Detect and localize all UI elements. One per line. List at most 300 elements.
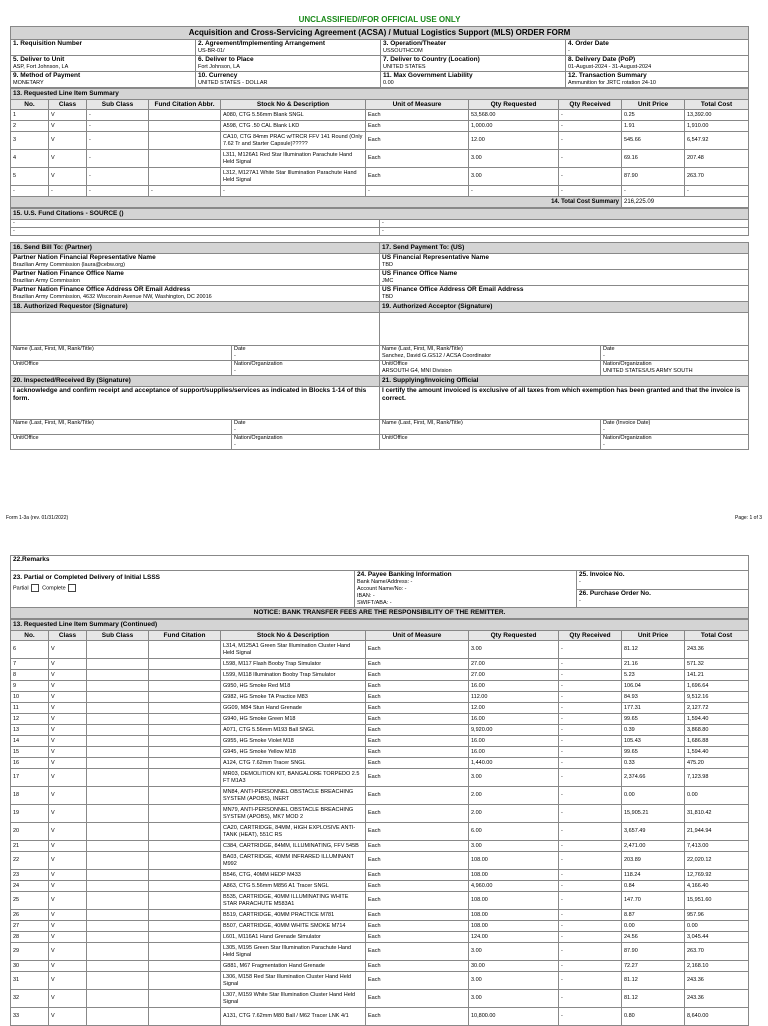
us-rep-field[interactable]: US Financial Representative Name TBD — [380, 254, 749, 270]
item-qty-requested: 4,960.00 — [469, 881, 559, 892]
lower-blocks — [10, 208, 749, 450]
requestor-nation-field[interactable]: Nation/Organization - — [232, 361, 380, 376]
item-qty-requested: 3.00 — [469, 641, 559, 659]
requestor-signature-box[interactable] — [11, 313, 380, 346]
item-total-cost: 207.48 — [685, 150, 749, 168]
item-total-cost: 12,769.92 — [685, 870, 749, 881]
item-qty-received: - — [559, 1008, 622, 1026]
bank-fee-notice: NOTICE: BANK TRANSFER FEES ARE THE RESPONSIBILITY OF THE REMITTER. — [11, 608, 749, 619]
item-fund-citation — [149, 805, 221, 823]
item-description: L598, M117 Flash Booby Trap Simulator — [221, 659, 366, 670]
item-unit: Each — [366, 168, 469, 186]
item-unit-price: 0.00 — [622, 921, 685, 932]
item-total-cost: 1,594.40 — [685, 714, 749, 725]
item-description: BA03, CARTRIDGE, 40MM INFRARED ILLUMINANT M992 — [221, 852, 366, 870]
column-header: Qty Received — [559, 100, 622, 110]
item-fund-citation — [149, 961, 221, 972]
item-unit: Each — [366, 132, 469, 150]
item-total-cost: 7,123.98 — [685, 769, 749, 787]
classification-banner: UNCLASSIFIED//FOR OFFICIAL USE ONLY — [298, 15, 461, 24]
item-class: V — [49, 110, 87, 121]
item-unit-price: 81.12 — [622, 990, 685, 1008]
item-subclass — [87, 787, 149, 805]
item-qty-received: - — [559, 769, 622, 787]
item-number: 10 — [11, 692, 49, 703]
order-form-header — [10, 14, 749, 88]
item-fund-citation — [149, 725, 221, 736]
item-number: 4 — [11, 150, 49, 168]
item-subclass — [87, 892, 149, 910]
item-qty-requested: 16.00 — [469, 736, 559, 747]
item-unit-price: 69.16 — [622, 150, 685, 168]
invoice-no-field[interactable]: 25. Invoice No. - — [577, 571, 749, 590]
item-description: A131, CTG 7.62mm M80 Ball / M62 Tracer LNK 4/1 — [221, 1008, 366, 1026]
item-fund-citation — [149, 852, 221, 870]
item-qty-received: - — [559, 670, 622, 681]
block-11[interactable]: 11. Max Government Liability 0.00 — [381, 72, 566, 88]
item-qty-requested: 27.00 — [469, 670, 559, 681]
item-number: 15 — [11, 747, 49, 758]
item-unit-price: 105.43 — [622, 736, 685, 747]
line-item-row — [11, 1008, 749, 1026]
item-total-cost: 22,020.12 — [685, 852, 749, 870]
item-qty-received: - — [559, 823, 622, 841]
item-fund-citation — [149, 714, 221, 725]
requestor-signature-title: 18. Authorized Requestor (Signature) — [11, 302, 380, 313]
item-subclass — [87, 972, 149, 990]
line-item-row — [11, 168, 749, 186]
line-items-section-title: 13. Requested Line Item Summary — [11, 89, 749, 100]
item-class: V — [49, 747, 87, 758]
item-fund-citation — [149, 150, 221, 168]
item-qty-received: - — [559, 659, 622, 670]
item-number: 32 — [11, 990, 49, 1008]
item-qty-requested: 108.00 — [469, 892, 559, 910]
item-subclass — [87, 990, 149, 1008]
invoice-date-field[interactable]: Date (Invoice Date) - — [601, 420, 749, 435]
item-unit-price: 8.87 — [622, 910, 685, 921]
item-unit: Each — [366, 736, 469, 747]
item-description: L312, M127A1 White Star Illumination Parachute Hand Held Signal — [221, 168, 366, 186]
item-unit-price: 0.39 — [622, 725, 685, 736]
item-total-cost: 0.00 — [685, 787, 749, 805]
item-class: V — [49, 805, 87, 823]
line-item-row — [11, 769, 749, 787]
line-item-row — [11, 943, 749, 961]
block-7[interactable]: 7. Deliver to Country (Location) UNITED STATES — [381, 56, 566, 72]
column-header: Total Cost — [685, 100, 749, 110]
line-item-row — [11, 892, 749, 910]
receiver-name-field[interactable]: Name (Last, First, MI, Rank/Title) — [11, 420, 232, 435]
item-fund-citation — [149, 769, 221, 787]
item-fund-citation — [149, 921, 221, 932]
item-subclass: - — [87, 132, 149, 150]
item-class: V — [49, 881, 87, 892]
invoice-certification[interactable]: I certify the amount invoiced is exclusive of all taxes from which exemption has been granted and that the invoice is correct. — [380, 387, 749, 420]
item-unit-price: 24.56 — [622, 932, 685, 943]
item-fund-citation — [149, 641, 221, 659]
item-unit-price: 87.90 — [622, 168, 685, 186]
item-description: MN84, ANTI-PERSONNEL OBSTACLE BREACHING SYSTEM (APOBS), INERT — [221, 787, 366, 805]
item-qty-requested: 1,440.00 — [469, 758, 559, 769]
column-header: Fund Citation Abbr. — [149, 100, 221, 110]
payee-banking-block[interactable]: 24. Payee Banking Information Bank Name/Address: - Account Name/No: - IBAN: - SWIFT/ABA: - — [355, 571, 577, 608]
item-qty-received: - — [559, 758, 622, 769]
item-unit-price: 0.80 — [622, 1008, 685, 1026]
block-4[interactable]: 4. Order Date - — [566, 40, 749, 56]
line-items-header — [11, 100, 749, 110]
item-qty-received: - — [559, 972, 622, 990]
item-subclass — [87, 703, 149, 714]
item-subclass — [87, 921, 149, 932]
item-total-cost: 7,413.00 — [685, 841, 749, 852]
item-subclass — [87, 736, 149, 747]
block-6[interactable]: 6. Deliver to Place Fort Johnson, LA — [196, 56, 381, 72]
receiver-date-field[interactable]: Date - — [232, 420, 380, 435]
item-qty-received: - — [559, 932, 622, 943]
item-subclass: - — [87, 110, 149, 121]
fund-citation-field[interactable]: - — [380, 220, 749, 228]
item-description: B535, CARTRIDGE, 40MM ILLUMINATING WHITE STAR PARACHUTE M583A1 — [221, 892, 366, 910]
item-class: V — [49, 841, 87, 852]
item-subclass — [87, 852, 149, 870]
item-unit: Each — [366, 121, 469, 132]
item-unit: Each — [366, 787, 469, 805]
column-header: Qty Requested — [469, 100, 559, 110]
line-item-row — [11, 150, 749, 168]
item-fund-citation — [149, 910, 221, 921]
line-item-row — [11, 852, 749, 870]
item-class: V — [49, 932, 87, 943]
line-item-row — [11, 736, 749, 747]
column-header: Unit Price — [622, 100, 685, 110]
item-number: 20 — [11, 823, 49, 841]
item-qty-received: - — [559, 892, 622, 910]
item-fund-citation — [149, 870, 221, 881]
block-3[interactable]: 3. Operation/Theater USSOUTHCOM — [381, 40, 566, 56]
item-total-cost: 957.96 — [685, 910, 749, 921]
item-qty-received: - — [559, 736, 622, 747]
item-class: V — [49, 990, 87, 1008]
item-total-cost: 3,045.44 — [685, 932, 749, 943]
item-number: 28 — [11, 932, 49, 943]
item-unit: Each — [366, 881, 469, 892]
item-number: 11 — [11, 703, 49, 714]
page1-items — [11, 110, 749, 197]
item-number: 16 — [11, 758, 49, 769]
item-number: 30 — [11, 961, 49, 972]
item-unit: Each — [366, 659, 469, 670]
item-class: V — [49, 714, 87, 725]
item-total-cost: 6,547.92 — [685, 132, 749, 150]
send-bill-title: 16. Send Bill To: (Partner) — [11, 243, 380, 254]
item-subclass — [87, 747, 149, 758]
item-description: G982, HG Smoke TA Practice M83 — [221, 692, 366, 703]
line-item-row — [11, 670, 749, 681]
item-fund-citation — [149, 990, 221, 1008]
item-fund-citation — [149, 787, 221, 805]
item-subclass — [87, 681, 149, 692]
item-qty-received: - — [559, 841, 622, 852]
item-subclass — [87, 1008, 149, 1026]
column-header: Unit Price — [622, 631, 685, 641]
item-qty-received: - — [559, 870, 622, 881]
item-description: A124, CTG 7.62mm Tracer SNGL — [221, 758, 366, 769]
item-fund-citation — [149, 736, 221, 747]
item-qty-received: - — [559, 714, 622, 725]
item-unit: Each — [366, 758, 469, 769]
item-class: V — [49, 870, 87, 881]
line-item-row — [11, 681, 749, 692]
item-number: 7 — [11, 659, 49, 670]
invoicer-unit-field[interactable]: Unit/Office — [380, 435, 601, 450]
item-total-cost: 15,951.60 — [685, 892, 749, 910]
item-fund-citation: - — [149, 186, 221, 197]
invoicer-name-field[interactable]: Name (Last, First, MI, Rank/Title) — [380, 420, 601, 435]
page2-items — [11, 641, 749, 1026]
requestor-date-field[interactable]: Date - — [232, 346, 380, 361]
total-cost-label: 14. Total Cost Summary — [11, 197, 622, 208]
item-description: L314, M125A1 Green Star Illumination Cluster Hand Held Signal — [221, 641, 366, 659]
item-qty-received: - — [559, 990, 622, 1008]
item-qty-received: - — [559, 132, 622, 150]
item-subclass — [87, 932, 149, 943]
item-description: G950, HG Smoke Red M18 — [221, 681, 366, 692]
item-unit-price: 0.25 — [622, 110, 685, 121]
item-qty-received: - — [559, 110, 622, 121]
item-number: 3 — [11, 132, 49, 150]
inspected-received-title: 20. Inspected/Received By (Signature) — [11, 376, 380, 387]
item-unit: Each — [366, 769, 469, 787]
block-12[interactable]: 12. Transaction Summary Ammunition for JRTC rotation 24-10 — [566, 72, 749, 88]
purchase-order-field[interactable]: 26. Purchase Order No. - — [577, 589, 749, 608]
item-qty-requested: 53,568.00 — [469, 110, 559, 121]
item-number: 8 — [11, 670, 49, 681]
item-unit-price: - — [622, 186, 685, 197]
acceptor-date-field[interactable]: Date - — [601, 346, 749, 361]
fund-citation-field[interactable]: - — [11, 220, 380, 228]
form-page-1 — [10, 14, 748, 450]
item-qty-requested: 112.00 — [469, 692, 559, 703]
item-total-cost: 3,868.80 — [685, 725, 749, 736]
item-description: A863, CTG 5.56mm M856 A1 Tracer SNGL — [221, 881, 366, 892]
block-1[interactable]: 1. Requisition Number — [11, 40, 196, 56]
item-unit: Each — [366, 972, 469, 990]
item-number: 14 — [11, 736, 49, 747]
complete-checkbox[interactable] — [68, 584, 76, 592]
item-total-cost: 9,512.16 — [685, 692, 749, 703]
line-item-row — [11, 659, 749, 670]
item-unit-price: 177.31 — [622, 703, 685, 714]
item-total-cost: 263.70 — [685, 168, 749, 186]
item-fund-citation — [149, 972, 221, 990]
line-item-row — [11, 747, 749, 758]
line-item-row — [11, 692, 749, 703]
line-item-row — [11, 910, 749, 921]
item-unit-price: 81.12 — [622, 972, 685, 990]
line-item-row — [11, 961, 749, 972]
item-class: V — [49, 736, 87, 747]
item-unit: Each — [366, 961, 469, 972]
item-qty-requested: 2.00 — [469, 787, 559, 805]
item-number: 17 — [11, 769, 49, 787]
item-fund-citation — [149, 932, 221, 943]
item-total-cost: 243.36 — [685, 641, 749, 659]
item-qty-received: - — [559, 881, 622, 892]
acceptor-nation-field[interactable]: Nation/Organization UNITED STATES/US ARMY SOUTH — [601, 361, 749, 376]
block-5[interactable]: 5. Deliver to Unit ASP, Fort Johnson, LA — [11, 56, 196, 72]
item-total-cost: 571.32 — [685, 659, 749, 670]
item-unit-price: 2,471.00 — [622, 841, 685, 852]
column-header: Stock No & Description — [221, 100, 366, 110]
item-description: MN79, ANTI-PERSONNEL OBSTACLE BREACHING SYSTEM (APOBS), MK7 MOD 2 — [221, 805, 366, 823]
item-subclass — [87, 641, 149, 659]
partner-address-field[interactable]: Partner Nation Finance Office Address OR Email Address Brazilian Army Commission, 4632 Wisconsin Avenue NW, Washington, DC 20016 — [11, 286, 380, 302]
item-fund-citation — [149, 892, 221, 910]
receiver-unit-field[interactable]: Unit/Office — [11, 435, 232, 450]
item-number: 21 — [11, 841, 49, 852]
item-unit: Each — [366, 714, 469, 725]
item-qty-received: - — [559, 725, 622, 736]
line-item-row — [11, 990, 749, 1008]
item-subclass — [87, 910, 149, 921]
item-unit: Each — [366, 703, 469, 714]
item-qty-requested: 10,800.00 — [469, 1008, 559, 1026]
item-qty-requested: 3.00 — [469, 943, 559, 961]
item-fund-citation — [149, 132, 221, 150]
column-header: Stock No & Description — [221, 631, 366, 641]
item-qty-requested: 6.00 — [469, 823, 559, 841]
item-unit: Each — [366, 692, 469, 703]
item-subclass — [87, 823, 149, 841]
item-number: 22 — [11, 852, 49, 870]
item-total-cost: 8,640.00 — [685, 1008, 749, 1026]
continued-line-item-table — [10, 619, 749, 1026]
block-9[interactable]: 9. Method of Payment MONETARY — [11, 72, 196, 88]
item-unit: Each — [366, 823, 469, 841]
item-qty-requested: 16.00 — [469, 681, 559, 692]
item-unit-price: 118.24 — [622, 870, 685, 881]
item-number: 26 — [11, 910, 49, 921]
partner-office-field[interactable]: Partner Nation Finance Office Name Brazilian Army Commission — [11, 270, 380, 286]
item-qty-requested: 12.00 — [469, 703, 559, 714]
item-unit-price: 5.23 — [622, 670, 685, 681]
acceptor-unit-field[interactable]: Unit/Office ARSOUTH G4, MNI Division — [380, 361, 601, 376]
item-class: V — [49, 972, 87, 990]
requestor-unit-field[interactable]: Unit/Office — [11, 361, 232, 376]
item-unit-price: 0.84 — [622, 881, 685, 892]
requestor-name-field[interactable]: Name (Last, First, MI, Rank/Title) — [11, 346, 232, 361]
block-10[interactable]: 10. Currency UNITED STATES - DOLLAR — [196, 72, 381, 88]
item-fund-citation — [149, 747, 221, 758]
item-number: 6 — [11, 641, 49, 659]
item-qty-received: - — [559, 921, 622, 932]
item-qty-requested: 16.00 — [469, 747, 559, 758]
acceptor-signature-box[interactable] — [380, 313, 749, 346]
line-item-table — [10, 88, 749, 208]
us-office-field[interactable]: US Finance Office Name JMC — [380, 270, 749, 286]
spacer — [380, 236, 749, 243]
item-qty-received: - — [559, 121, 622, 132]
item-class: V — [49, 961, 87, 972]
partner-rep-field[interactable]: Partner Nation Financial Representative Name Brazilian Army Commission (laura@cebw.org) — [11, 254, 380, 270]
item-qty-requested: 27.00 — [469, 659, 559, 670]
line-item-row — [11, 121, 749, 132]
page-number: Page: 1 of 3 — [735, 515, 762, 521]
item-qty-requested: 2.00 — [469, 805, 559, 823]
item-class: V — [49, 910, 87, 921]
item-description: A071, CTG 5.56mm M193 Ball SNGL — [221, 725, 366, 736]
item-total-cost: 243.36 — [685, 990, 749, 1008]
item-unit-price: 84.93 — [622, 692, 685, 703]
item-description: GG09, M84 Stun Hand Grenade — [221, 703, 366, 714]
item-unit-price: 21.16 — [622, 659, 685, 670]
item-total-cost: 0.00 — [685, 921, 749, 932]
item-description: G940, HG Smoke Green M18 — [221, 714, 366, 725]
item-number: 23 — [11, 870, 49, 881]
line-item-row — [11, 132, 749, 150]
item-description: L307, M159 White Star Illumination Cluster Hand Held Signal — [221, 990, 366, 1008]
item-qty-requested: 9,920.00 — [469, 725, 559, 736]
item-subclass: - — [87, 168, 149, 186]
item-number: 33 — [11, 1008, 49, 1026]
item-unit: Each — [366, 747, 469, 758]
item-subclass — [87, 881, 149, 892]
item-unit: Each — [366, 641, 469, 659]
item-unit-price: 72.27 — [622, 961, 685, 972]
item-class: V — [49, 852, 87, 870]
item-unit: Each — [366, 870, 469, 881]
line-item-row — [11, 186, 749, 197]
item-unit: Each — [366, 150, 469, 168]
remarks-field[interactable]: 22.Remarks — [11, 556, 749, 571]
item-subclass — [87, 692, 149, 703]
item-class: V — [49, 121, 87, 132]
acceptor-name-field[interactable]: Name (Last, First, MI, Rank/Title) Sanchez, David G.GS12 / ACSA Coordinator — [380, 346, 601, 361]
item-description: CA10, CTG 84mm PRAC w/TRCR FFV 141 Round (Only 7.62 Tr and Starter Capsule)????? — [221, 132, 366, 150]
item-unit-price: 99.65 — [622, 714, 685, 725]
partial-checkbox[interactable] — [31, 584, 39, 592]
block-2[interactable]: 2. Agreement/Implementing Arrangement US-BR-01/ — [196, 40, 381, 56]
us-address-field[interactable]: US Finance Office Address OR Email Address TBD — [380, 286, 749, 302]
item-class: V — [49, 1008, 87, 1026]
fund-citation-field[interactable]: - — [11, 228, 380, 236]
item-class: - — [49, 186, 87, 197]
item-total-cost: 1,910.00 — [685, 121, 749, 132]
receiver-nation-field[interactable]: Nation/Organization - — [232, 435, 380, 450]
item-description: L305, M195 Green Star Illumination Parachute Hand Held Signal — [221, 943, 366, 961]
item-description: L599, M118 Illumination Booby Trap Simulator — [221, 670, 366, 681]
complete-label: Complete — [42, 585, 66, 592]
item-number: - — [11, 186, 49, 197]
invoicer-nation-field[interactable]: Nation/Organization - — [601, 435, 749, 450]
line-item-row — [11, 921, 749, 932]
item-qty-requested: 3.00 — [469, 990, 559, 1008]
line-item-row — [11, 805, 749, 823]
block-8[interactable]: 8. Delivery Date (PoP) 01-August-2024 - 31-August-2024 — [566, 56, 749, 72]
receipt-certification[interactable]: I acknowledge and confirm receipt and acceptance of support/supplies/services as indicated in Blocks 1-14 of this form. — [11, 387, 380, 420]
fund-citation-field[interactable]: - — [380, 228, 749, 236]
item-qty-received: - — [559, 961, 622, 972]
item-fund-citation — [149, 943, 221, 961]
item-description: - — [221, 186, 366, 197]
column-header: Qty Received — [559, 631, 622, 641]
item-subclass — [87, 714, 149, 725]
item-fund-citation — [149, 681, 221, 692]
item-class: V — [49, 132, 87, 150]
item-subclass — [87, 670, 149, 681]
form-page-2 — [10, 555, 748, 1026]
